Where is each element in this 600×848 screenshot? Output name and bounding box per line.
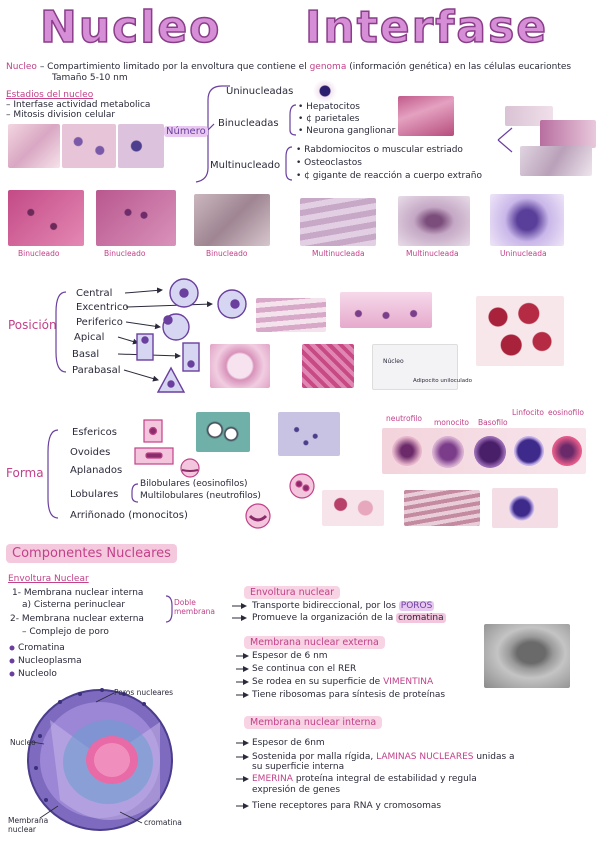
envoltura-item-1-text: Transporte bidireccional, por los xyxy=(252,601,396,611)
bin-item-1: • Hepatocitos xyxy=(298,102,360,112)
gallery-label-1: Binucleado xyxy=(18,249,60,258)
leukocytes-image xyxy=(382,428,586,474)
posicion-item-basal: Basal xyxy=(72,349,100,360)
forma-image-3 xyxy=(322,490,384,526)
leuco-label-monocito: monocito xyxy=(434,418,469,427)
comp-nucleolo: Nucleolo xyxy=(18,669,57,679)
comp-item-1: 1- Membrana nuclear interna xyxy=(12,588,144,598)
multinucleated-image-3 xyxy=(520,146,592,176)
gallery-image-5 xyxy=(398,196,470,246)
leuco-label-basofilo: Basofilo xyxy=(478,418,508,427)
estadios-item-2: – Mitosis division celular xyxy=(6,110,116,120)
mult-item-1: • Rabdomiocitos o muscular estriado xyxy=(296,145,463,155)
interna-item-6: Tiene receptores para RNA y cromosomas xyxy=(252,801,442,811)
gallery-image-4 xyxy=(300,198,376,246)
forma-image-2 xyxy=(278,412,340,456)
gallery-image-6 xyxy=(490,194,564,246)
binucleated-image xyxy=(398,96,454,136)
lob-sub-multilobulares: Multilobulares (neutrofilos) xyxy=(140,491,261,501)
forma-item-ovoides: Ovoides xyxy=(70,447,111,458)
multinucleadas-brace xyxy=(286,147,292,180)
gallery-label-6: Uninucleada xyxy=(500,249,547,258)
intro-genoma: genoma xyxy=(309,62,347,72)
interna-laminas: LAMINAS NUCLEARES xyxy=(376,752,474,762)
mult-item-2: • Osteoclastos xyxy=(296,158,362,168)
gallery-image-1 xyxy=(8,190,84,246)
envoltura-poros: POROS xyxy=(400,601,433,611)
gallery-image-2 xyxy=(96,190,176,246)
posicion-item-apical: Apical xyxy=(74,332,105,343)
gallery-image-3 xyxy=(194,194,270,246)
estadios-title: Estadios del nucleo xyxy=(6,90,94,100)
comp-item-2: a) Cisterna perinuclear xyxy=(22,600,126,610)
binucleadas-brace xyxy=(290,105,296,135)
interna-item-1: Espesor de 6nm xyxy=(252,738,325,748)
forma-item-lobulares: Lobulares xyxy=(70,489,119,500)
intro-text: – Compartimiento limitado por la envoltura que contiene el xyxy=(39,62,307,72)
numero-label: Número xyxy=(166,126,206,137)
comp-item-3: 2- Membrana nuclear externa xyxy=(10,614,144,624)
interna-item-2-text: Sostenida por malla rígida, xyxy=(252,752,374,762)
comp-nucleoplasma: Nucleoplasma xyxy=(18,656,82,666)
multinucleadas-label: Multinucleado xyxy=(210,160,281,171)
posicion-label: Posición xyxy=(8,318,57,332)
page-title-interfase: Interfase xyxy=(305,2,549,53)
componentes-title: Componentes Nucleares xyxy=(6,544,177,563)
mult-item-3: • ¢ gigante de reacción a cuerpo extraño xyxy=(296,171,482,181)
adipocyte-image xyxy=(372,344,473,390)
doble-membrana-label: Doble membrana xyxy=(174,598,216,616)
externa-vimentina: VIMENTINA xyxy=(383,677,434,687)
externa-item-1: Espesor de 6 nm xyxy=(252,651,328,661)
interna-item-4 xyxy=(252,774,477,785)
posicion-image-3 xyxy=(476,296,564,366)
gallery-label-2: Binucleado xyxy=(104,249,146,258)
interna-item-5: expresión de genes xyxy=(252,785,341,795)
forma-item-aplanados: Aplanados xyxy=(70,465,123,476)
intro-line xyxy=(6,62,571,73)
nucleus-diagram xyxy=(28,688,172,830)
diagram-label-cromatina: cromatina xyxy=(144,818,182,827)
forma-image-1 xyxy=(196,412,250,452)
forma-brace xyxy=(48,430,58,518)
bin-item-2: • ¢ parietales xyxy=(298,114,360,124)
uninucleadas-label: Uninucleadas xyxy=(226,86,294,97)
externa-item-3-text: Se rodea en su superficie de xyxy=(252,677,381,687)
comp-item-4: – Complejo de poro xyxy=(22,627,109,637)
leuco-label-eosinofilo: eosinofilo xyxy=(548,408,584,417)
mitosis-image-1 xyxy=(62,124,116,168)
gallery-label-5: Multinucleada xyxy=(406,249,459,258)
leuco-label-linfocito: Linfocito xyxy=(512,408,544,417)
micrograph-image xyxy=(484,624,570,688)
interna-title: Membrana nuclear interna xyxy=(244,716,382,729)
interphase-image xyxy=(8,124,60,168)
diagram-label-membrana: Membrana nuclear xyxy=(8,816,49,834)
externa-item-2: Se continua con el RER xyxy=(252,664,357,674)
interna-item-4-text: proteína integral de estabilidad y regula xyxy=(295,774,477,784)
posicion-image-5 xyxy=(302,344,354,388)
envoltura-title-left: Envoltura Nuclear xyxy=(8,574,89,584)
doble-brace xyxy=(166,596,172,622)
leuco-label-neutrofilo: neutrofilo xyxy=(386,414,422,423)
diagram-label-poros: Poros nucleares xyxy=(114,688,174,697)
page-title-nucleo: Nucleo xyxy=(40,2,222,53)
interna-emerina: EMERINA xyxy=(252,774,293,784)
externa-item-4: Tiene ribosomas para síntesis de proteínas xyxy=(252,690,446,700)
lob-sub-bilobulares: Bilobulares (eosinofilos) xyxy=(140,479,248,489)
envoltura-item-2-text: Promueve la organización de la xyxy=(252,613,394,623)
uninucleated-cell-icon xyxy=(312,80,338,102)
bin-item-3: • Neurona ganglionar xyxy=(298,126,396,136)
forma-image-5 xyxy=(492,488,558,528)
intro-label: Nucleo xyxy=(6,62,37,72)
gallery-label-3: Binucleado xyxy=(206,249,248,258)
multinucleated-image-2 xyxy=(540,120,596,148)
posicion-image-2 xyxy=(340,292,432,328)
comp-cromatina: Cromatina xyxy=(18,643,65,653)
forma-item-esfericos: Esfericos xyxy=(72,427,117,438)
externa-item-3 xyxy=(252,677,433,688)
diagram-label-nucleo: Nucleo xyxy=(10,738,36,747)
posicion-image-4 xyxy=(210,344,270,388)
posicion-item-excentrico: Excentrico xyxy=(76,302,129,313)
posicion-item-central: Central xyxy=(76,288,113,299)
mitosis-image-2 xyxy=(118,124,164,168)
gallery-label-4: Multinucleada xyxy=(312,249,365,258)
forma-label: Forma xyxy=(6,466,44,480)
forma-image-4 xyxy=(404,490,480,526)
posicion-image-1 xyxy=(256,298,326,332)
forma-item-arrinonado: Arriñonado (monocitos) xyxy=(70,510,188,521)
interna-item-3: su superficie interna xyxy=(252,762,345,772)
posicion-brace xyxy=(56,292,66,372)
adipocyte-label: Adipocito uniloculado xyxy=(413,378,473,384)
envoltura-item-2 xyxy=(252,613,446,624)
envoltura-title: Envoltura nuclear xyxy=(244,586,340,599)
adipocyte-nucleo-label: Núcleo xyxy=(383,358,404,365)
externa-title: Membrana nuclear externa xyxy=(244,636,385,649)
interna-laminas-end: unidas a xyxy=(476,752,515,762)
estadios-item-1: – Interfase actividad metabolica xyxy=(6,100,151,110)
envoltura-item-1 xyxy=(252,601,434,612)
posicion-item-parabasal: Parabasal xyxy=(72,365,121,376)
envoltura-cromatina: cromatina xyxy=(398,613,444,623)
intro-text-end: (información genética) en las células eucariontes xyxy=(349,62,572,72)
intro-size: Tamaño 5-10 nm xyxy=(52,73,128,83)
binucleadas-label: Binucleadas xyxy=(218,118,279,129)
posicion-item-periferico: Periferico xyxy=(76,317,123,328)
